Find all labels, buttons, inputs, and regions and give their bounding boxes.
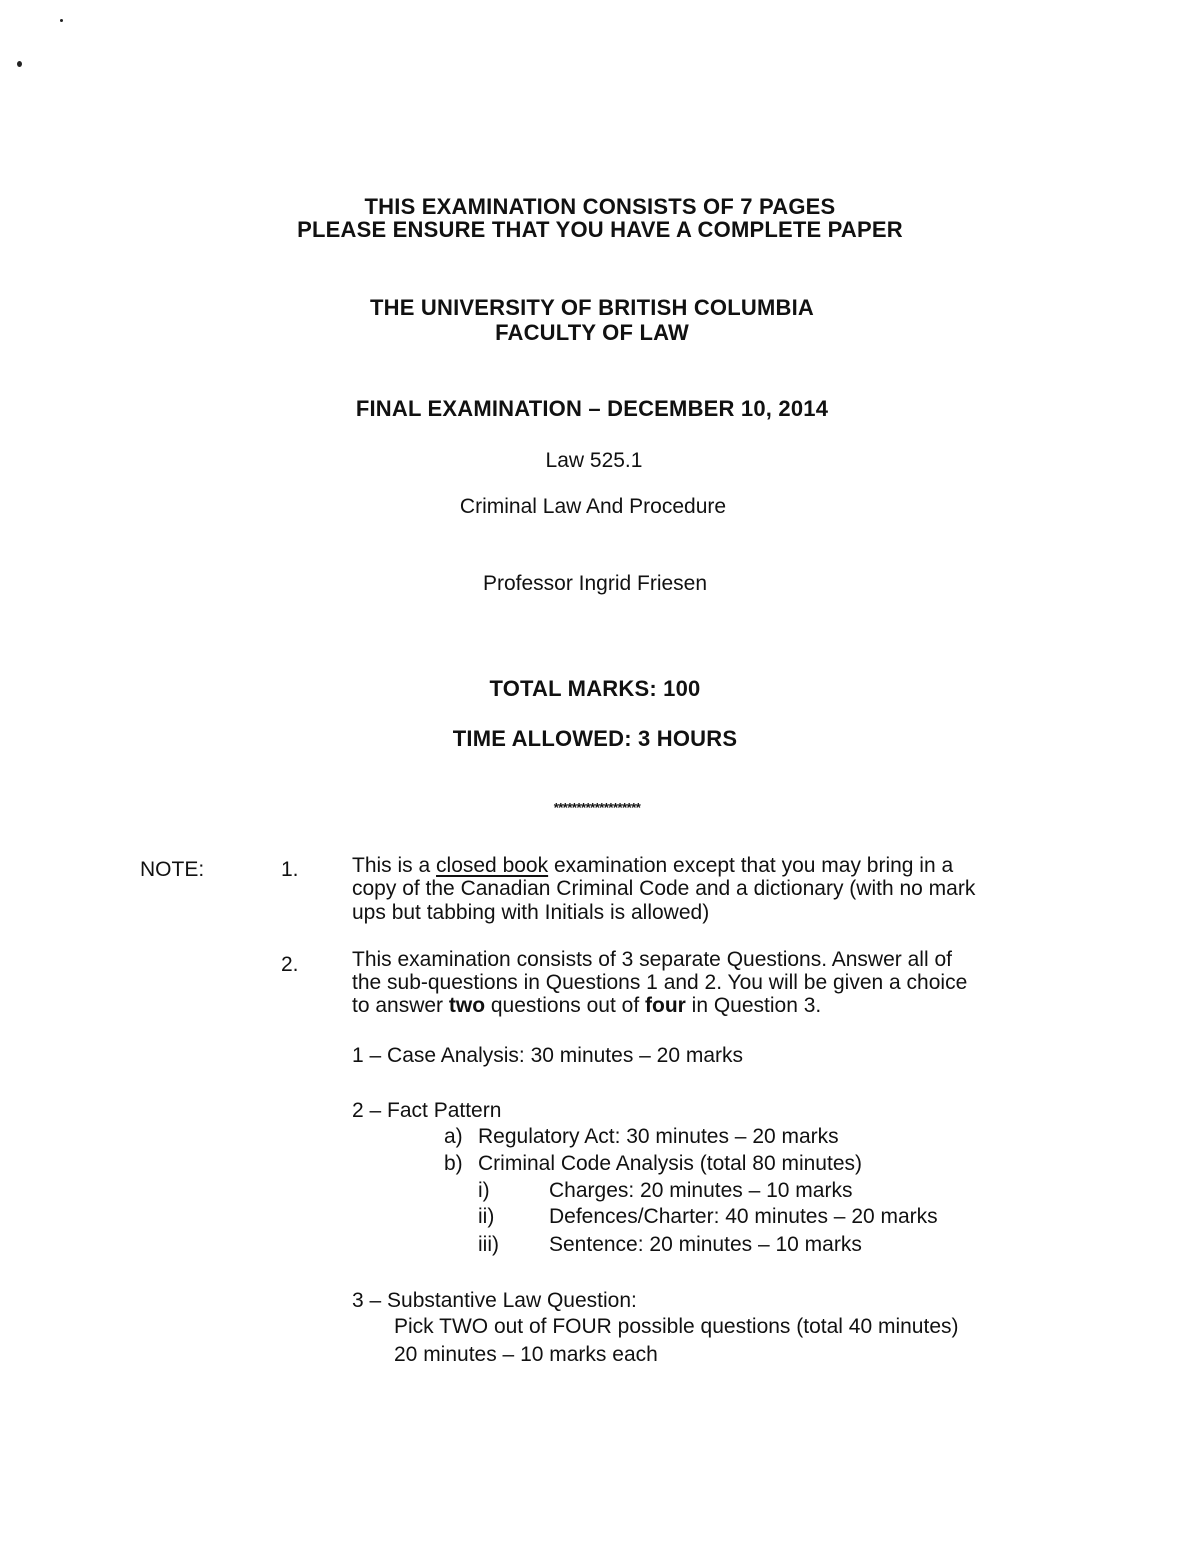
- note-label: NOTE:: [140, 858, 205, 881]
- time-allowed: TIME ALLOWED: 3 HOURS: [452, 726, 738, 751]
- course-code: Law 525.1: [545, 449, 643, 472]
- question-2a-label: a): [444, 1125, 463, 1148]
- question-2-heading: 2 – Fact Pattern: [352, 1099, 502, 1122]
- scan-speck: [17, 61, 22, 67]
- note-item-number: 2.: [281, 953, 299, 976]
- question-2b-i-breakdown: Charges: 20 minutes – 10 marks: [549, 1179, 853, 1202]
- question-3-heading: 3 – Substantive Law Question:: [352, 1289, 637, 1312]
- question-3-marks: 20 minutes – 10 marks each: [394, 1343, 658, 1366]
- question-2b-ii-label: ii): [478, 1205, 495, 1228]
- note-item-1-line-1: This is a closed book examination except that you may bring in a: [352, 854, 954, 877]
- professor-name: Professor Ingrid Friesen: [482, 572, 708, 595]
- header-pages-notice: THIS EXAMINATION CONSISTS OF 7 PAGES: [364, 194, 836, 219]
- exam-title: FINAL EXAMINATION – DECEMBER 10, 2014: [355, 396, 829, 421]
- note-item-2-line-3: to answer two questions out of four in Question 3.: [352, 994, 822, 1017]
- question-2b-i-label: i): [478, 1179, 490, 1202]
- note-item-number: 1.: [281, 858, 299, 881]
- closed-book-emphasis: closed book: [436, 854, 549, 877]
- separator-asterisks: *******************: [553, 800, 641, 815]
- question-2b-iii-label: iii): [478, 1233, 499, 1256]
- note-item-2-line-1: This examination consists of 3 separate Questions. Answer all of: [352, 948, 952, 971]
- faculty-name: FACULTY OF LAW: [495, 320, 689, 345]
- question-3-instruction: Pick TWO out of FOUR possible questions (total 40 minutes): [394, 1315, 959, 1338]
- note-item-2-line-2: the sub-questions in Questions 1 and 2. You will be given a choice: [352, 971, 968, 994]
- question-2b-iii-breakdown: Sentence: 20 minutes – 10 marks: [549, 1233, 862, 1256]
- question-2a-breakdown: Regulatory Act: 30 minutes – 20 marks: [478, 1125, 839, 1148]
- question-1-breakdown: 1 – Case Analysis: 30 minutes – 20 marks: [352, 1044, 744, 1067]
- header-complete-paper-notice: PLEASE ENSURE THAT YOU HAVE A COMPLETE PAPER: [297, 217, 903, 242]
- total-marks: TOTAL MARKS: 100: [489, 676, 701, 701]
- question-2b-label: b): [444, 1152, 463, 1175]
- question-2b-ii-breakdown: Defences/Charter: 40 minutes – 20 marks: [549, 1205, 938, 1228]
- scan-speck: [60, 19, 63, 22]
- note-item-1-line-3: ups but tabbing with Initials is allowed): [352, 901, 710, 924]
- note-item-1-line-2: copy of the Canadian Criminal Code and a dictionary (with no mark: [352, 877, 976, 900]
- question-2b-breakdown: Criminal Code Analysis (total 80 minutes): [478, 1152, 862, 1175]
- university-name: THE UNIVERSITY OF BRITISH COLUMBIA: [370, 295, 814, 320]
- course-name: Criminal Law And Procedure: [459, 495, 727, 518]
